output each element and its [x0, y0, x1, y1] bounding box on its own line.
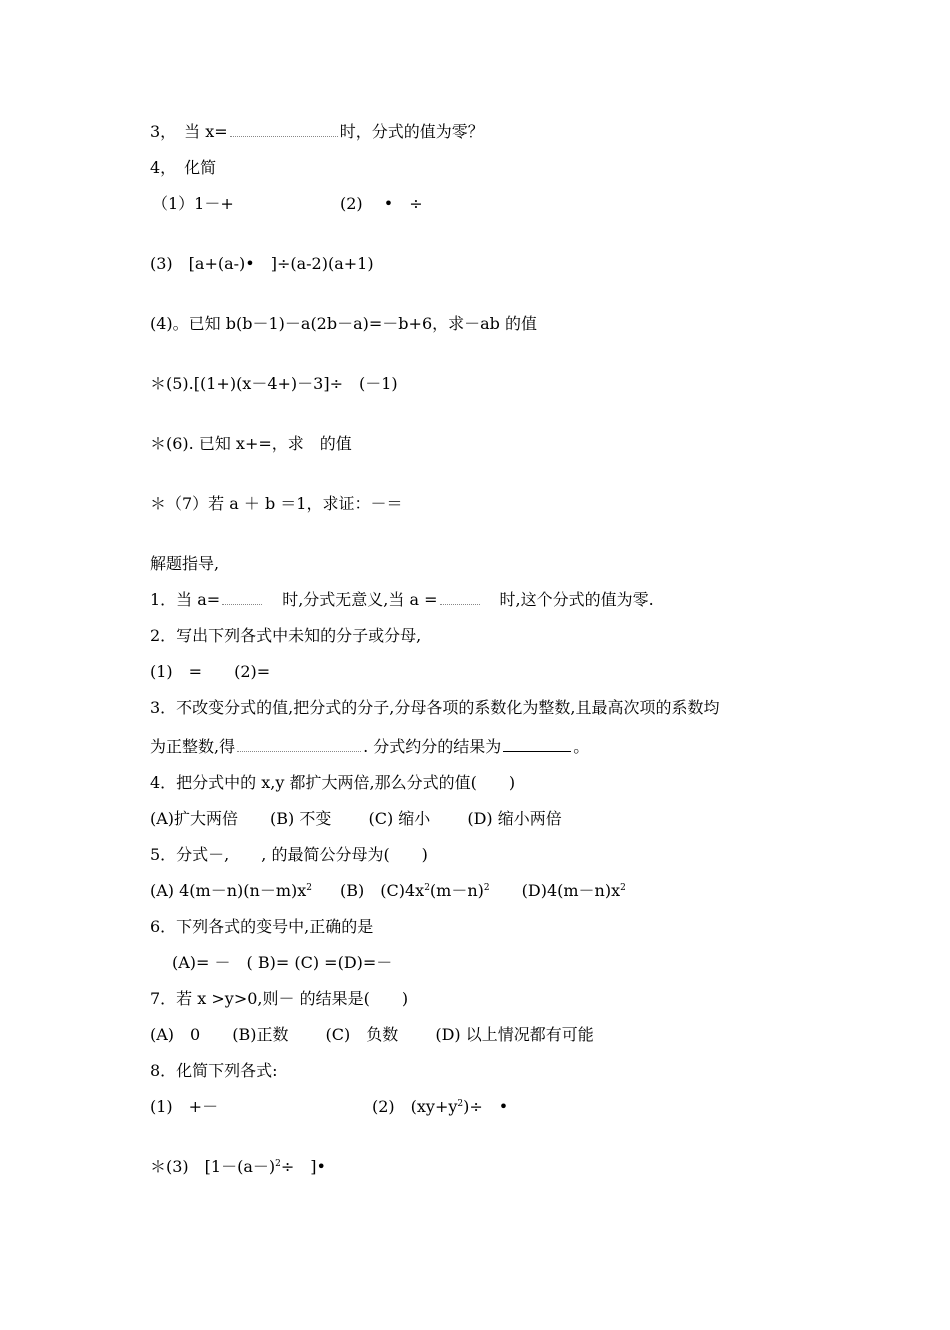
question-3	[150, 122, 484, 142]
question-4-6: ＊(6). 已知 x+=，求 的值	[150, 434, 352, 453]
guide-8: 8．化简下列各式:	[150, 1061, 278, 1080]
g5-option-a: (A) 4(m－n)(n－m)x	[150, 881, 307, 900]
question-4-7: ＊（7）若 a ＋ b ＝1，求证：－＝	[150, 494, 403, 513]
g5-option-c: (m－n)	[429, 881, 484, 900]
superscript: 2	[306, 883, 312, 893]
question-4-1: （1）1－+	[152, 194, 234, 213]
g5-option-d: (D)4(m－n)x	[489, 881, 621, 900]
answer-blank[interactable]	[237, 739, 361, 752]
guide-8-2	[372, 1097, 508, 1117]
g8-2-text-b: )÷ •	[463, 1097, 509, 1116]
superscript: 2	[424, 883, 430, 893]
q3-suffix: 时，分式的值为零？	[339, 122, 484, 141]
question-4-3: (3) [a+(a-)• ]÷(a-2)(a+1)	[150, 254, 374, 273]
superscript: 2	[457, 1099, 464, 1109]
question-4-4: (4)。已知 b(b－1)－a(2b－a)=－b+6，求－ab 的值	[150, 314, 537, 333]
question-4-heading: 4， 化简	[150, 158, 217, 177]
guide-4: 4．把分式中的 x,y 都扩大两倍,那么分式的值( )	[150, 773, 516, 792]
guide-6-options: (A)= － ( B)= (C) =(D)=－	[172, 953, 393, 972]
guide-7: 7．若 x >y>0,则－ 的结果是( )	[150, 989, 409, 1008]
guide-5-options	[150, 881, 626, 901]
g1-text-a: 1．当 a=	[150, 590, 221, 609]
answer-blank[interactable]	[440, 592, 480, 605]
answer-blank[interactable]	[503, 737, 571, 752]
guide-2-items: (1) = (2)=	[150, 662, 271, 681]
guide-6: 6．下列各式的变号中,正确的是	[150, 917, 374, 936]
guide-1	[150, 590, 654, 610]
q3-prefix: 3， 当 x=	[150, 122, 228, 141]
guide-5: 5．分式－, , 的最简公分母为( )	[150, 845, 428, 864]
guide-8-3	[150, 1157, 326, 1177]
guide-4-options: (A)扩大两倍 (B) 不变 (C) 缩小 (D) 缩小两倍	[150, 809, 562, 828]
g3-text-c: 。	[573, 737, 590, 756]
guide-7-options: (A) 0 (B)正数 (C) 负数 (D) 以上情况都有可能	[150, 1025, 594, 1044]
guide-3-line-2	[150, 737, 589, 757]
g1-text-c: 时,这个分式的值为零.	[499, 590, 654, 609]
question-4-2: (2) • ÷	[340, 194, 423, 213]
g3-text-a: 为正整数,得	[150, 737, 236, 756]
guide-2: 2．写出下列各式中未知的分子或分母,	[150, 626, 422, 645]
g8-2-text-a: (2) (xy+y	[372, 1097, 458, 1116]
answer-blank[interactable]	[230, 124, 338, 137]
g1-text-b: 时,分式无意义,当 a =	[282, 590, 438, 609]
superscript: 2	[483, 883, 490, 893]
g3-text-b: . 分式约分的结果为	[363, 737, 502, 756]
question-4-5: ＊(5).[(1+)(x－4+)－3]÷ (－1)	[150, 374, 398, 393]
guide-title: 解题指导,	[150, 554, 220, 573]
superscript: 2	[620, 883, 626, 893]
guide-8-1: (1) +－	[150, 1097, 219, 1116]
superscript: 2	[275, 1159, 281, 1169]
guide-3-line-1: 3．不改变分式的值,把分式的分子,分母各项的系数化为整数,且最高次项的系数均	[150, 698, 720, 717]
g8-3-text-b: ÷ ]•	[280, 1157, 326, 1176]
g5-option-b: (B) (C)4x	[324, 881, 425, 900]
answer-blank[interactable]	[222, 592, 262, 605]
g8-3-text-a: ＊(3) [1－(a－)	[150, 1157, 276, 1176]
